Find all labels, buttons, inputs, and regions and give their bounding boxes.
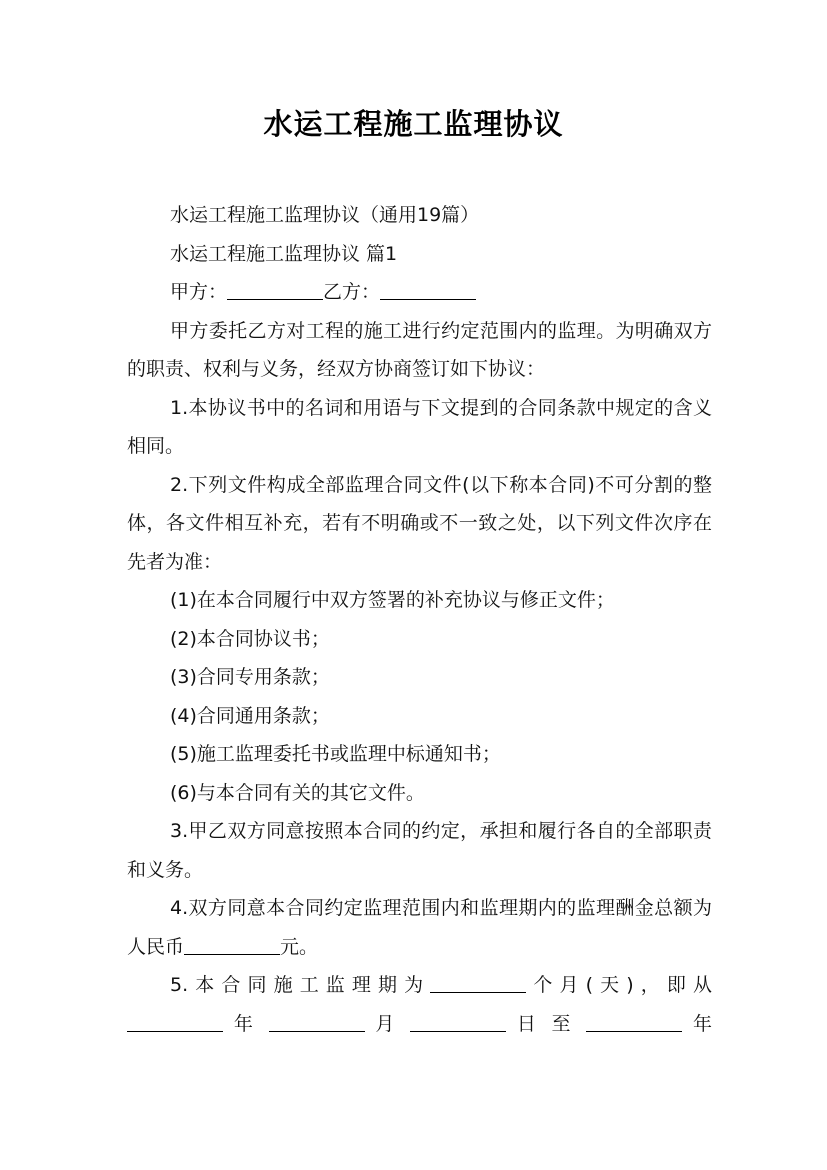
clause-5-months: 个月(天)，即从 xyxy=(526,974,712,996)
list-item-1: (1)在本合同履行中双方签署的补充协议与修正文件； xyxy=(170,589,615,611)
paragraph-intro: 甲方委托乙方对工程的施工进行约定范围内的监理。为明确双方的职责、权利与义务，经双方协商签订如下协议： xyxy=(127,319,712,380)
list-item-2: (2)本合同协议书； xyxy=(170,627,330,650)
paragraph-subtitle: 水运工程施工监理协议（通用19篇） xyxy=(170,204,480,226)
paragraph-clause-3: 3.甲乙双方同意按照本合同的约定，承担和履行各自的全部职责和义务。 xyxy=(127,820,712,881)
year-label: 年 xyxy=(223,1012,269,1035)
party-line xyxy=(127,273,712,312)
month-label: 月 xyxy=(364,1012,410,1035)
document-body xyxy=(127,196,712,1043)
paragraph-section-heading: 水运工程施工监理协议 篇1 xyxy=(170,242,398,265)
clause-4-suffix: 元。 xyxy=(280,935,319,958)
paragraph-clause-2: 2.下列文件构成全部监理合同文件(以下称本合同)不可分割的整体，各文件相互补充，若有不明确或不一致之处，以下列文件次序在先者为准： xyxy=(127,473,712,573)
party-a-label: 甲方： xyxy=(170,281,228,303)
paragraph-clause-5 xyxy=(127,966,712,1005)
list-item-4: (4)合同通用条款； xyxy=(170,704,330,727)
party-a-blank xyxy=(227,280,323,300)
start-month-blank xyxy=(269,1012,365,1032)
year2-label: 年 xyxy=(682,1012,712,1035)
end-year-blank xyxy=(586,1012,682,1032)
list-item-3: (3)合同专用条款； xyxy=(170,666,330,688)
document-title: 水运工程施工监理协议 xyxy=(263,107,564,141)
list-item-5: (5)施工监理委托书或监理中标通知书； xyxy=(170,743,501,765)
party-b-blank xyxy=(380,280,476,300)
day-to-label: 日 至 xyxy=(506,1012,587,1035)
period-blank xyxy=(430,973,526,993)
paragraph-clause-1: 1.本协议书中的名词和用语与下文提到的合同条款中规定的含义相同。 xyxy=(127,396,712,457)
start-day-blank xyxy=(410,1012,506,1032)
list-item-6: (6)与本合同有关的其它文件。 xyxy=(170,781,425,804)
fee-blank xyxy=(184,935,280,955)
party-b-label: 乙方： xyxy=(323,281,381,303)
clause-4-text: 4.双方同意本合同约定监理范围内和监理期内的监理酬金总额为人民币 xyxy=(127,897,712,958)
clause-5-prefix: 5.本合同施工监理期为 xyxy=(170,974,431,996)
start-year-blank xyxy=(127,1012,223,1032)
paragraph-clause-5-dates xyxy=(127,1005,712,1044)
paragraph-clause-4 xyxy=(127,889,712,966)
